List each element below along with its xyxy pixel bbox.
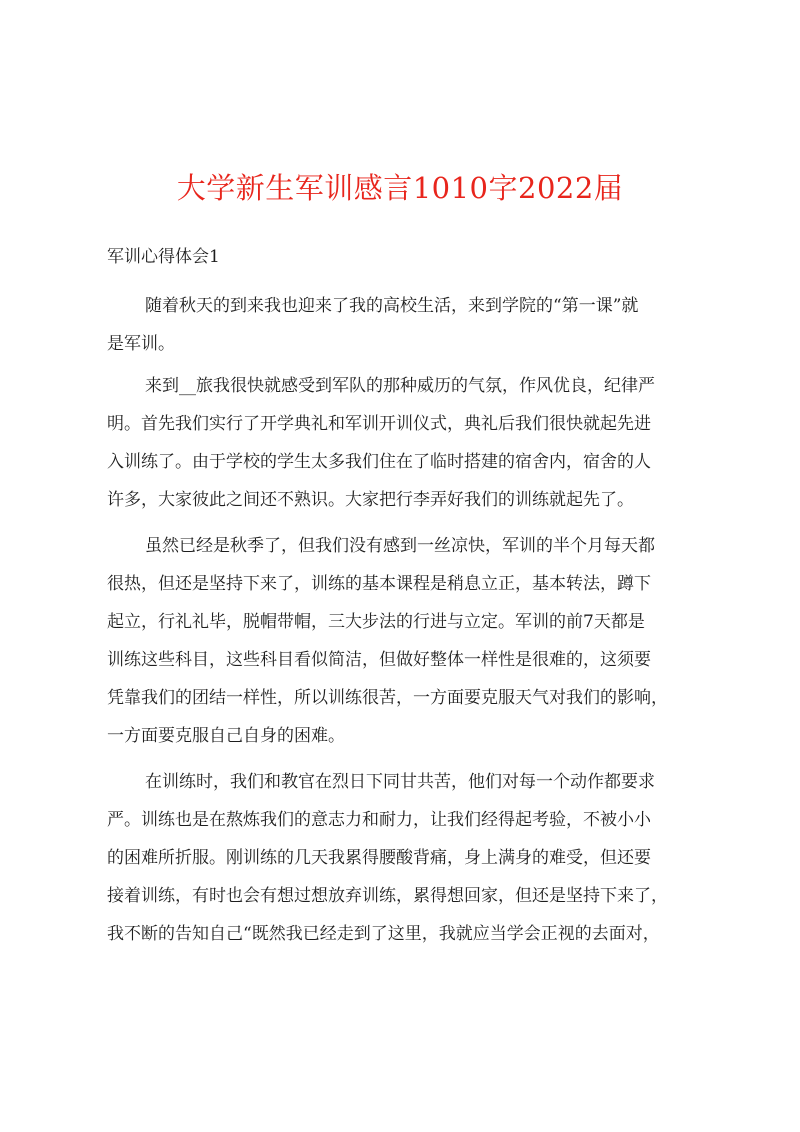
paragraph-line: 在训练时，我们和教官在烈日下同甘共苦，他们对每一个动作都要求 — [145, 772, 655, 792]
paragraph-1 — [107, 287, 707, 363]
section-heading: 军训心得体会1 — [107, 247, 220, 267]
paragraph-line: 凭靠我们的团结一样性，所以训练很苦，一方面要克服天气对我们的影响， — [107, 688, 668, 708]
document-title: 大学新生军训感言1010字2022届 — [176, 171, 624, 205]
paragraph-line: 起立，行礼礼毕，脱帽带帽，三大步法的行进与立定。军训的前7天都是 — [107, 612, 645, 632]
paragraph-4 — [107, 763, 707, 953]
paragraph-line: 来到__旅我很快就感受到军队的那种威历的气氛，作风优良，纪律严 — [145, 376, 655, 396]
paragraph-line: 训练这些科目，这些科目看似简洁，但做好整体一样性是很难的，这须要 — [107, 650, 651, 670]
paragraph-2 — [107, 367, 707, 519]
paragraph-line: 随着秋天的到来我也迎来了我的高校生活，来到学院的“第一课”就 — [145, 296, 639, 316]
paragraph-3 — [107, 527, 707, 755]
paragraph-line: 入训练了。由于学校的学生太多我们住在了临时搭建的宿舍内，宿舍的人 — [107, 452, 651, 472]
paragraph-line: 严。训练也是在熬炼我们的意志力和耐力，让我们经得起考验，不被小小 — [107, 810, 651, 830]
paragraph-line: 的困难所折服。刚训练的几天我累得腰酸背痛，身上满身的难受，但还要 — [107, 848, 651, 868]
paragraph-line: 很热，但还是坚持下来了，训练的基本课程是稍息立正，基本转法，蹲下 — [107, 574, 651, 594]
paragraph-line: 是军训。 — [107, 334, 175, 354]
paragraph-line: 接着训练，有时也会有想过想放弃训练，累得想回家，但还是坚持下来了， — [107, 886, 668, 906]
paragraph-line: 我不断的告知自己“既然我已经走到了这里，我就应当学会正视的去面对， — [107, 924, 660, 944]
paragraph-line: 明。首先我们实行了开学典礼和军训开训仪式，典礼后我们很快就起先进 — [107, 414, 651, 434]
paragraph-line: 虽然已经是秋季了，但我们没有感到一丝凉快，军训的半个月每天都 — [145, 536, 655, 556]
paragraph-line: 一方面要克服自己自身的困难。 — [107, 726, 345, 746]
paragraph-line: 许多，大家彼此之间还不熟识。大家把行李弄好我们的训练就起先了。 — [107, 490, 634, 510]
